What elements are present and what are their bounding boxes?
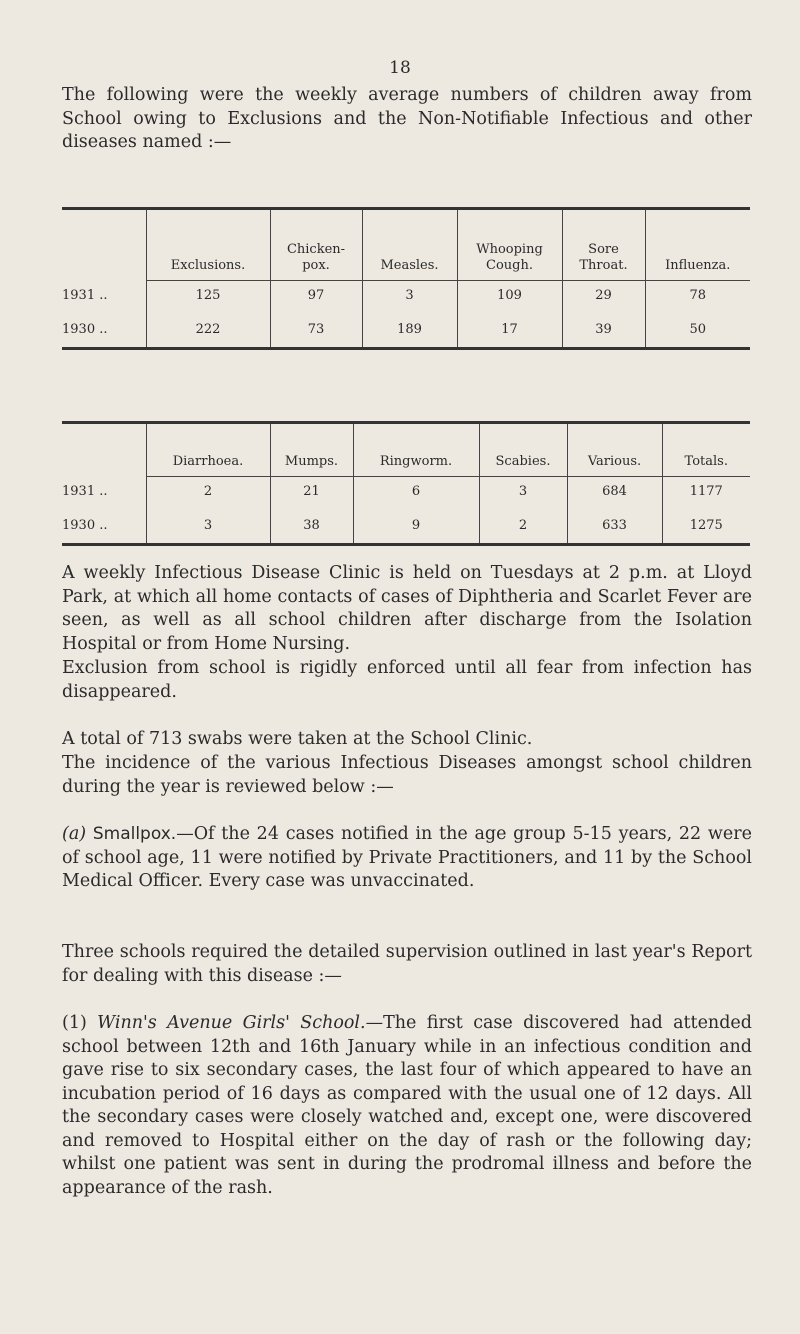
column-header: Totals. xyxy=(662,424,750,476)
exclusion-paragraph: Exclusion from school is rigidly enforced until all fear from infection has disappeared. xyxy=(62,658,752,702)
table-row xyxy=(62,311,750,347)
table-row xyxy=(62,280,750,311)
table-cell: 9 xyxy=(353,507,479,543)
smallpox-text: —Of the 24 cases notified in the age group 5-15 years, 22 were of school age, 11 were notified by Private Practitioners, and 11 by the School Medical Officer. Every case was unvaccinated. xyxy=(62,824,752,891)
column-header: Sore Throat. xyxy=(562,210,645,280)
column-header: Various. xyxy=(567,424,662,476)
table-cell: 17 xyxy=(457,311,562,347)
table-cell: 633 xyxy=(567,507,662,543)
table-cell: 6 xyxy=(353,476,479,507)
smallpox-paragraph xyxy=(62,823,752,894)
column-header: Diarrhoea. xyxy=(146,424,270,476)
column-header: Measles. xyxy=(362,210,457,280)
column-header: Ringworm. xyxy=(353,424,479,476)
column-header: Whooping Cough. xyxy=(457,210,562,280)
table-cell: 1177 xyxy=(662,476,750,507)
table-cell: 1275 xyxy=(662,507,750,543)
column-header: Chicken- pox. xyxy=(270,210,362,280)
absence-table-2 xyxy=(62,421,750,546)
page-number: 18 xyxy=(389,58,411,78)
table-cell: 222 xyxy=(146,311,270,347)
column-header: Influenza. xyxy=(645,210,750,280)
winns-label: (1) xyxy=(62,1013,87,1033)
table-header-row xyxy=(62,424,750,476)
swabs-paragraph: A total of 713 swabs were taken at the School Clinic. xyxy=(62,729,533,749)
table-cell: 97 xyxy=(270,280,362,311)
table-cell: 189 xyxy=(362,311,457,347)
table-cell: 78 xyxy=(645,280,750,311)
table-row xyxy=(62,507,750,543)
column-header: Exclusions. xyxy=(146,210,270,280)
absence-table-1 xyxy=(62,207,750,350)
table-cell: 125 xyxy=(146,280,270,311)
row-year: 1931 .. xyxy=(62,288,108,303)
table-cell: 3 xyxy=(146,507,270,543)
clinic-paragraph: A weekly Infectious Disease Clinic is held on Tuesdays at 2 p.m. at Lloyd Park, at which all home contacts of cases of Diphtheria and Scarlet Fever are seen, as well as all school children after discharge from the Isolation Hospital or from Home Nursing. xyxy=(62,563,752,654)
winns-text: —The first case discovered had attended school between 12th and 16th January while in an infectious condition and gave rise to six secondary cases, the last four of which appeared to have an incubation period of 16 days as compared with the usual one of 12 days. All the secondary cases were closely watched and, except one, were discovered and removed to Hospital either on the day of rash or the following day; whilst one patient was sent in during the prodromal illness and before the appearance of the rash. xyxy=(62,1013,752,1198)
table-header-row xyxy=(62,210,750,280)
table-cell: 39 xyxy=(562,311,645,347)
winns-paragraph xyxy=(62,1012,752,1200)
table-cell: 38 xyxy=(270,507,353,543)
table-cell: 684 xyxy=(567,476,662,507)
intro-paragraph: The following were the weekly average numbers of children away from School owing to Exclusions and the Non-Notifiable Infectious and other diseases named :— xyxy=(62,85,752,152)
table-cell: 21 xyxy=(270,476,353,507)
table-cell: 2 xyxy=(479,507,567,543)
three-schools-paragraph: Three schools required the detailed supervision outlined in last year's Report for dealing with this disease :— xyxy=(62,942,752,986)
winns-heading: Winn's Avenue Girls' School. xyxy=(97,1013,366,1033)
table-cell: 3 xyxy=(479,476,567,507)
table-cell: 50 xyxy=(645,311,750,347)
column-header: Mumps. xyxy=(270,424,353,476)
table-cell: 3 xyxy=(362,280,457,311)
incidence-paragraph: The incidence of the various Infectious Diseases amongst school children during the year is reviewed below :— xyxy=(62,753,752,797)
table-cell: 2 xyxy=(146,476,270,507)
table-row xyxy=(62,476,750,507)
table-cell: 73 xyxy=(270,311,362,347)
row-year: 1931 .. xyxy=(62,484,108,499)
table-cell: 109 xyxy=(457,280,562,311)
row-year: 1930 .. xyxy=(62,517,108,533)
smallpox-heading: Smallpox. xyxy=(92,824,177,844)
row-year: 1930 .. xyxy=(62,321,108,337)
column-header: Scabies. xyxy=(479,424,567,476)
smallpox-label: (a) xyxy=(62,824,87,844)
table-cell: 29 xyxy=(562,280,645,311)
